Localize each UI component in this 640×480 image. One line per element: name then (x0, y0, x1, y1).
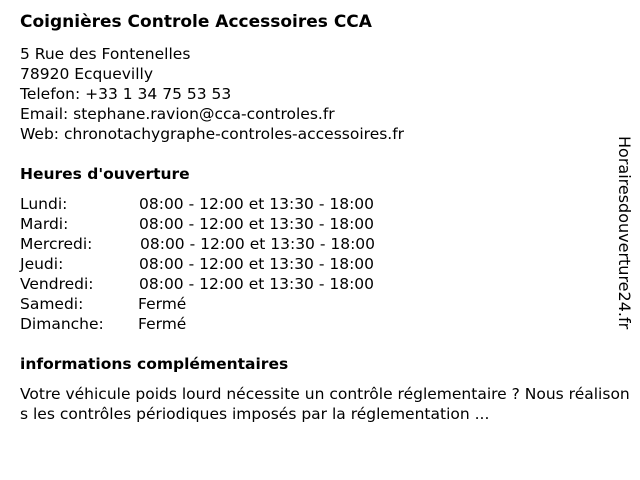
day-label: Mardi: (20, 215, 69, 233)
day-label: Mercredi: (20, 235, 93, 253)
email-address: Email: stephane.ravion@cca-controles.fr (20, 105, 335, 123)
business-address (20, 44, 404, 144)
day-label: Lundi: (20, 195, 68, 213)
website: Web: chronotachygraphe-controles-accessoires.fr (20, 125, 405, 143)
day-label: Jeudi: (20, 255, 64, 273)
hours-value: 08:00 - 12:00 et 13:30 - 18:00 (139, 275, 375, 293)
hours-value: Fermé (138, 295, 187, 313)
additional-info-heading: informations complémentaires (20, 355, 289, 373)
hours-value: 08:00 - 12:00 et 13:30 - 18:00 (139, 215, 375, 233)
street-address: 5 Rue des Fontenelles (20, 45, 191, 63)
day-label: Dimanche: (20, 315, 104, 333)
additional-info-text: Votre véhicule poids lourd nécessite un contrôle réglementaire ? Nous réalisons les contrôles périodiques imposés par la réglementation ... (20, 385, 630, 423)
business-name: Coignières Controle Accessoires CCA (20, 12, 372, 32)
hours-value: 08:00 - 12:00 et 13:30 - 18:00 (140, 235, 376, 253)
city-postal: 78920 Ecquevilly (20, 65, 154, 83)
hours-value: 08:00 - 12:00 et 13:30 - 18:00 (139, 195, 375, 213)
hours-value: Fermé (138, 315, 187, 333)
hours-value: 08:00 - 12:00 et 13:30 - 18:00 (139, 255, 375, 273)
watermark-text: Horairesdouverture24.fr (615, 136, 634, 330)
opening-hours-heading: Heures d'ouverture (20, 165, 190, 183)
day-label: Samedi: (20, 295, 84, 313)
day-label: Vendredi: (20, 275, 94, 293)
phone-number: Telefon: +33 1 34 75 53 53 (20, 85, 232, 103)
